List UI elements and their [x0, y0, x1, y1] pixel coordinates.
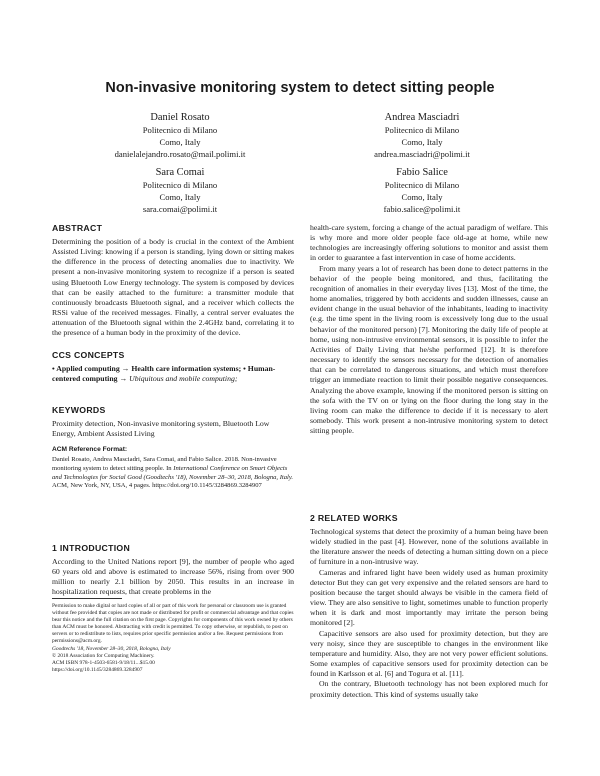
permission-copyright: © 2018 Association for Computing Machinery.: [52, 652, 155, 659]
author-email: fabio.salice@polimi.it: [383, 204, 461, 215]
author-block: [312, 166, 532, 216]
author-block: [70, 111, 290, 161]
author-block: [312, 111, 532, 161]
intro-paragraph: From many years a lot of research has been done to detect patterns in the behavior of the people being monitored, and thus, facilitating the recognition of anomalies in their everyday lives [13]. Most of the time, the home anomalies, triggered by both accidents and sudden illnesses, cause an evident change in the usual behavior of the inhabitants, leading to inactivity (e.g. the time spent in the living room is excessively long due to the usual behavior of the monitored person) [7]. Monitoring the daily life of people at home, using non-intrusive environmental sensors, it is possible to infer the Activities of Daily Living that he/she performed [12]. It is therefore necessary to identify the sensors necessary for the detection of anomalies that can be correlated to dangerous situations, and which must therefore trigger an immediate reaction to limit their possible negative consequences. Analyzing the above example, knowing if the monitored person is sitting on the sofa with the TV on or lying on the floor during the long stay in the living room can make the difference to decide if it is necessary to alert somebody. This work present a non-intrusive monitoring system to detect sitting people.: [310, 263, 548, 436]
abstract-text: Determining the position of a body is crucial in the context of the Ambient Assisted Living: knowing if a person is standing, lying down or sitting makes the difference in the process of detecting anomalies due to inactivity. We present a non-invasive monitoring system to recognize if a person is seated using Bluetooth Low Energy technology. The system is composed by devices that can be easily attached to the furniture: a transmitter module that continuously broadcasts Bluetooth signal, and a receiver which collects the RSSi value of the received messages. Finally, a central server evaluates the attenuation of the Bluetooth signal within the 2.4GHz band, correlating it to the presence of a human body in the proximity of the device.: [52, 237, 294, 338]
permission-venue: Goodtechs '18, November 28–30, 2018, Bologna, Italy: [52, 645, 171, 652]
related-paragraph: On the contrary, Bluetooth technology has not been explored much for proximity detection. This kind of systems usually take: [310, 679, 548, 699]
introduction-section: [52, 543, 294, 598]
author-affiliation: Politecnico di Milano: [142, 125, 218, 135]
permission-footnote: [52, 603, 294, 674]
footnote-rule: [52, 598, 122, 599]
right-column: [310, 223, 548, 436]
section-heading: 1 INTRODUCTION: [52, 543, 131, 553]
author-location: Como, Italy: [159, 192, 201, 203]
keywords-section: [52, 405, 294, 439]
reference-venue: International Conference on Smart Objects and Technologies for Social Good (Goodtechs '18), November 28–30, 2018, Bologna, Italy.: [52, 464, 294, 481]
author-affiliation: Politecnico di Milano: [384, 180, 460, 190]
ccs-item: • Applied computing → Health care information systems;: [52, 364, 242, 373]
author-name: Sara Comai: [155, 167, 205, 178]
reference-body: [52, 456, 294, 491]
permission-doi: https://doi.org/10.1145/3284869.3284907: [52, 666, 143, 673]
acm-reference: [52, 445, 294, 491]
intro-paragraph: health-care system, forcing a change of the actual paradigm of welfare. This is why more and more older people face old-age at home, while new technologies are increasingly offering solutions to monitor and assist them in order to guarantee a fast intervention in case of home accidents.: [310, 223, 548, 263]
keywords-heading: KEYWORDS: [52, 405, 106, 415]
author-location: Como, Italy: [159, 137, 201, 148]
keywords-text: Proximity detection, Non-invasive monitoring system, Bluetooth Low Energy, Ambient Assisted Living: [52, 419, 270, 439]
author-affiliation: Politecnico di Milano: [142, 180, 218, 190]
reference-text: Daniel Rosato, Andrea Masciadri, Sara Comai, and Fabio Salice. 2018. Non-invasive monitoring system to detect sitting people. In: [52, 456, 277, 472]
ccs-heading: CCS CONCEPTS: [52, 350, 125, 360]
author-affiliation: Politecnico di Milano: [384, 125, 460, 135]
left-column: [52, 223, 294, 339]
ccs-section: [52, 350, 294, 384]
author-email: andrea.masciadri@polimi.it: [374, 149, 470, 160]
permission-text: Permission to make digital or hard copies of all or part of this work for personal or classroom use is granted without fee provided that copies are not made or distributed for profit or commercial advantage and that copies bear this notice and the full citation on the first page. Copyrights for components of this work owned by others than ACM must be honored. Abstracting with credit is permitted. To copy otherwise, or republish, to post on servers or to redistribute to lists, requires prior specific permission and/or a fee. Request permissions from permissions@acm.org.: [52, 603, 294, 645]
abstract-heading: ABSTRACT: [52, 223, 103, 233]
author-name: Daniel Rosato: [150, 112, 210, 123]
intro-text: According to the United Nations report [9], the number of people who aged 60 years old and above is estimated to increase 56%, rising from over 900 million to nearly 2.1 billion by 2050. This results in an increase in hospitalization requests, that create problems in the: [52, 557, 294, 597]
author-location: Como, Italy: [401, 192, 443, 203]
related-paragraph: Technological systems that detect the proximity of a human being have been widely studied in the past [4]. However, none of the solutions available in the literature answer the needs of detecting a human sitting down on a piece of furniture in a non-intrusive way.: [310, 527, 548, 567]
ccs-item: • Human-centered computing →: [52, 364, 276, 384]
permission-isbn: ACM ISBN 978-1-4503-6581-9/18/11...$15.00: [52, 659, 155, 666]
author-name: Fabio Salice: [396, 167, 448, 178]
section-heading: 2 RELATED WORKS: [310, 513, 398, 523]
author-name: Andrea Masciadri: [384, 112, 460, 123]
reference-text: ACM, New York, NY, USA, 4 pages. https://doi.org/10.1145/3284869.3284907: [52, 482, 262, 490]
ccs-item: Ubiquitous and mobile computing;: [129, 374, 238, 384]
paper-title: Non-invasive monitoring system to detect sitting people: [105, 80, 495, 96]
ccs-text: [52, 364, 294, 384]
author-location: Como, Italy: [401, 137, 443, 148]
related-paragraph: Capacitive sensors are also used for proximity detection, but they are very noisy, since they are susceptible to changes in the environment like temperature and humidity. Also, they are not very power efficient solutions. Some examples of capacitive sensors used for proximity detection can be found in Karlsson et al. [6] and Togura et al. [11].: [310, 628, 548, 679]
related-works-section: [310, 513, 548, 700]
author-email: sara.comai@polimi.it: [142, 204, 218, 215]
author-email: danielalejandro.rosato@mail.polimi.it: [114, 149, 246, 160]
reference-heading: ACM Reference Format:: [52, 446, 128, 453]
related-paragraph: Cameras and infrared light have been widely used as human proximity detector But they can get very expensive and the related sensors are hard to position because the target should always be visible in the camera field of view. They are also sensitive to light, sometimes unable to function properly when it is dark and most importantly may irritate the person being monitored [2].: [310, 567, 548, 628]
author-block: [70, 166, 290, 216]
